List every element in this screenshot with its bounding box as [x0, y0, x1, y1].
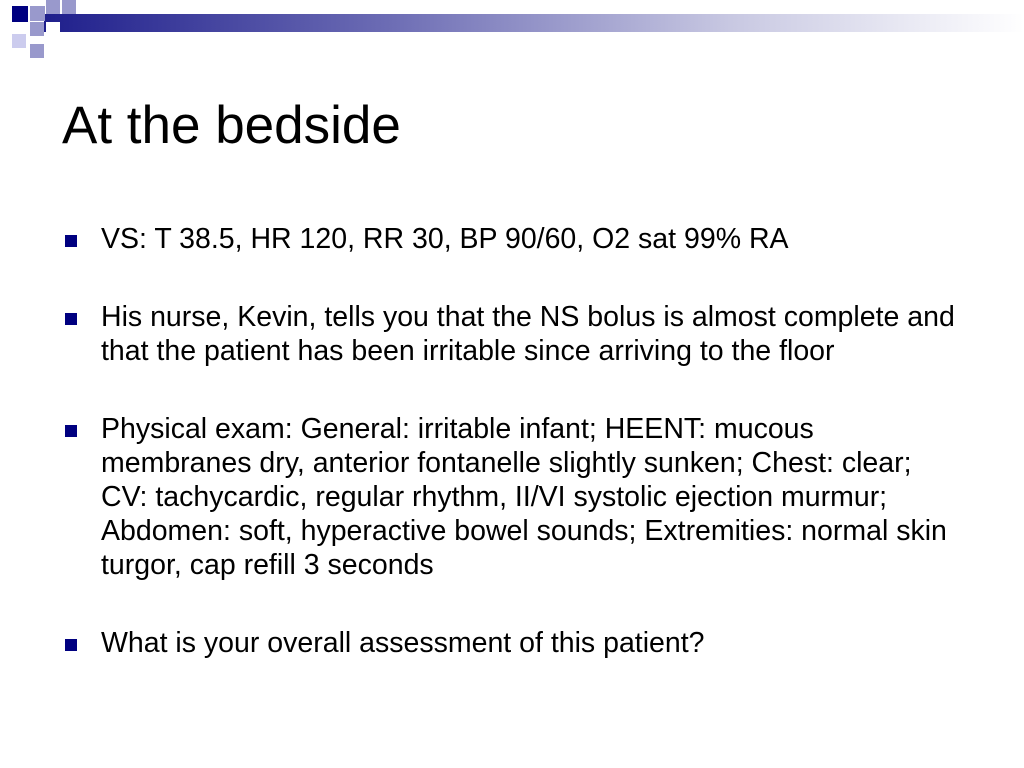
bullet-item-assessment-question — [64, 626, 964, 660]
bullet-item-vitals — [64, 222, 964, 256]
square-bullet-icon — [65, 639, 77, 651]
header-decoration — [0, 0, 1024, 64]
bullet-item-nurse-report — [64, 300, 964, 368]
bullet-text: Physical exam: General: irritable infant; HEENT: mucous membranes dry, anterior fontanelle slightly sunken; Chest: clear; CV: tachycardic, regular rhythm, II/VI systolic ejection murmur; Abdomen: soft, hyperactive bowel sounds; Extremities: normal skin turgor, cap refill 3 seconds — [101, 413, 947, 581]
slide-title: At the bedside — [62, 96, 401, 155]
bullet-list — [64, 222, 964, 660]
decorative-squares-icon — [0, 0, 1024, 64]
bullet-text: His nurse, Kevin, tells you that the NS bolus is almost complete and that the patient has been irritable since arriving to the floor — [101, 301, 955, 367]
square-bullet-icon — [65, 235, 77, 247]
bullet-text: VS: T 38.5, HR 120, RR 30, BP 90/60, O2 sat 99% RA — [101, 223, 789, 255]
bullet-text: What is your overall assessment of this patient? — [101, 627, 705, 659]
square-bullet-icon — [65, 425, 77, 437]
bullet-item-physical-exam — [64, 412, 964, 582]
square-bullet-icon — [65, 313, 77, 325]
